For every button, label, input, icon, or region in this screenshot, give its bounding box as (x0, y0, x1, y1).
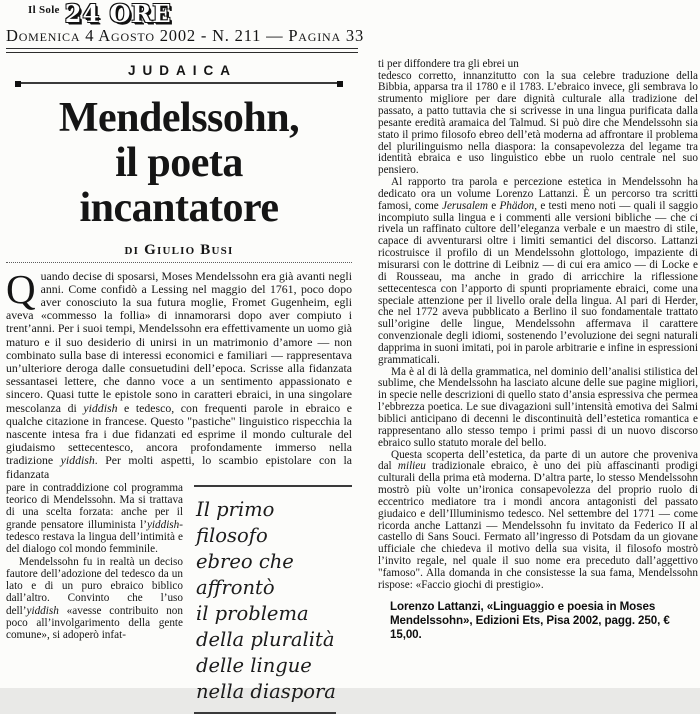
article-title: Mendelssohn, il poeta incantatore (58, 94, 300, 231)
square-bullet-left (15, 81, 21, 87)
article-paragraph: Questa scoperta dell’estetica, da parte di un autore che proveniva dal milieu tradizionale ebraico, è uno dei più affascinanti prodigi culturali della prima età moderna. D’altra parte, lo stesso Mendelssohn mostrò più volte un’ironica consapevolezza del proprio ruolo di eccentrico mediatore tra i mondi ancora antagonisti del passato giudaico e dell’Illuminismo tedesco. Nel settembre del 1771 — come ricorda anche Lattanzi — Mendelssohn fu invitato da Federico II al castello di Sans Souci. Fermato all’ingresso di Potsdam da un giovane ufficiale che chiedeva il motivo della sua visita, il filosofo mostrò l’invito regale, nel quale il suo nome era preceduto dall’aggettivo "famoso". Alla domanda in che consistesse la sua fama, Mendelssohn rispose: «Faccio giochi di prestigio». (378, 448, 698, 591)
byline: di Giulio Busi (124, 241, 234, 258)
masthead (0, 0, 362, 53)
drop-cap: Q (6, 265, 36, 312)
section-label: JUDAICA (127, 62, 237, 78)
brand-name-label: 24 ORE (64, 0, 172, 28)
article-body (0, 53, 700, 714)
section-rule-line (18, 82, 340, 84)
brand-logo (6, 0, 362, 28)
brand-prefix-label: Il Sole (28, 4, 60, 16)
continuation-line: ti per diffondere tra gli ebrei un (378, 57, 519, 70)
wrap-text-column (6, 482, 183, 714)
paragraph-text: uando decise di sposarsi, Moses Mendelssohn era già avanti negli anni. Come confidò a Lessing nel maggio del 1761, poco dopo aver conosciuto la sua futura moglie, Fromet Gugenheim, egli aveva «commesso la follia» di innamorarsi dopo aver compiuto i trent’anni. Per i suoi tempi, Mendelssohn era effettivamente un uomo già maturo e il suo desiderio di unirsi in un matrimonio d’amore — non combinato sulla base di interessi economici e familiari — rappresentava un’ulteriore deroga dalle consuetudini dell’epoca. Scrisse alla fidanzata sessantasei lettere, che danno voce a un sentimento appassionato e sincero. Quasi tutte le epistole sono in caratteri ebraici, in una singolare mescolanza di yiddish e tedesco, con frequenti parole in ebraico e qualche citazione in francese. Questo "pastiche" linguistico rispecchia la nascente intesa fra i due fidanzati ed esprime il mondo culturale del giudaismo settecentesco, ancora profondamente immerso nella tradizione yiddish. Per molti aspetti, lo scambio epistolare con la fidanzata (6, 268, 352, 481)
square-bullet-right (337, 81, 343, 87)
article-paragraph: Ma è al di là della grammatica, nel dominio dell’analisi stilistica del sublime, che Mendelssohn ha lasciato alcune delle sue pagine migliori, in specie nelle descrizioni di quello stato d’ansia espressiva che permea l’ebbrezza poetica. Le sue divagazioni sull’intensità emotiva dei Salmi biblici anticipano di decenni le discontinuità dell’estetica romantica e rappresentano allo stesso tempo i primi passi di un nuovo discorso ebraico sullo statuto morale del bello. (378, 365, 698, 449)
book-note: Lorenzo Lattanzi, «Linguaggio e poesia in Moses Mendelssohn», Edizioni Ets, Pisa 2002, pagg. 250, € 15,00. (390, 599, 670, 641)
dateline: Domenica 4 Agosto 2002 - N. 211 — Pagina 33 (6, 26, 364, 45)
article-paragraph: pare in contraddizione col programma teorico di Mendelssohn. Ma si trattava di una scelta forzata: anche per il grande pensatore illuminista l’yiddish-tedesco restava la lingua dell’intimità e del dialogo col mondo femminile. (6, 481, 183, 556)
section-rule (6, 80, 352, 87)
article-left-column (6, 57, 352, 714)
pull-quote-bottom-rule (194, 712, 336, 714)
pull-quote-text: Il primo filosofo ebreo che affrontò il problema della pluralità delle lingue nella diaspora (196, 497, 336, 703)
pull-quote (194, 485, 352, 714)
wrap-area (6, 482, 352, 714)
article-paragraph: Al rapporto tra parola e percezione estetica in Mendelssohn ha dedicato ora un volume Lorenzo Lattanzi. È un percorso tra scritti famosi, come Jerusalem e Phädon, e testi meno noti — quali il saggio incompiuto sulla lingua e i commenti alle versioni bibliche — che ci rivela un raffinato cultore dell’eleganza verbale e un maestro di stile, capace di avventurarsi oltre i limiti semantici del discorso. Lattanzi ricostruisce il profilo di un Mendelssohn glottologo, impaziente di misurarsi con le dottrine di Leibniz — di cui era amico — di Locke e di Rousseau, ma anche in grado di arricchire la riflessione settecentesca con l’apporto di spunti propriamente ebraici, come una speciale attenzione per il livello orale della lingua. Al pari di Herder, che nel 1772 aveva pubblicato a Berlino il suo fondamentale trattato sull’origine delle lingue, Mendelssohn affermava il carattere convenzionale degli idiomi, sostenendo l’evoluzione dei segni naturali dapprima in suoni imitati, poi in parole arbitrarie e infine in espressioni grammaticali. (378, 176, 698, 366)
byline-dotted-rule (6, 262, 352, 263)
article-paragraph (6, 265, 352, 481)
article-right-column (378, 57, 698, 714)
article-paragraph: tedesco corretto, innanzitutto con la sua celebre traduzione della Bibbia, apparsa tra il 1780 e il 1783. L’ebraico invece, gli sembrava lo strumento migliore per dare dignità culturale alla tradizione del passato, a patto tuttavia che si scrivesse in una lingua purificata dalla pesante eredità aramaica del Talmud. Si può dire che Mendelssohn sia stato il primo filosofo ebreo dell’età moderna ad affrontare il problema del plurilinguismo nella diaspora: la consapevolezza del legame tra identità ebraica e uso linguistico ebbe un ruolo centrale nel suo pensiero. (378, 69, 698, 177)
article-paragraph: Mendelssohn fu in realtà un deciso fautore dell’adozione del tedesco da un lato e di un puro ebraico biblico dall’altro. Convinto che l’uso dell’yiddish «avesse contribuito non poco all’involgarimento della gente comune», si adoperò infat- (6, 555, 183, 642)
